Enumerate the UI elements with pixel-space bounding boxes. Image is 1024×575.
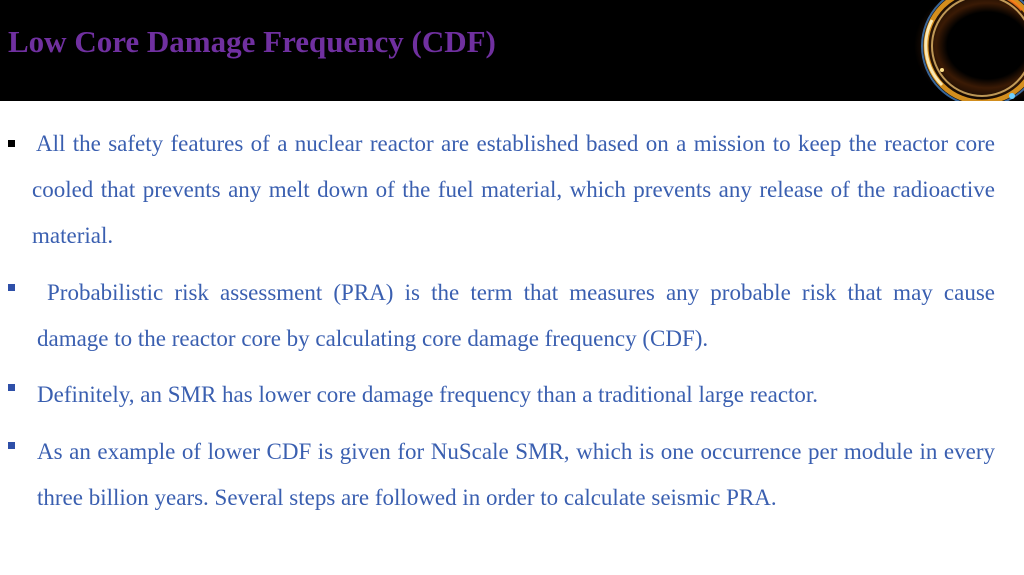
bullet-text: Definitely, an SMR has lower core damage frequency than a traditional large reactor. — [37, 382, 819, 407]
bullet-text: Probabilistic risk assessment (PRA) is the term that measures any probable risk that may cause damage to the reactor core by calculating core damage frequency (CDF). — [37, 280, 995, 351]
bullet-item — [32, 121, 995, 259]
bullet-text: All the safety features of a nuclear reactor are established based on a mission to keep the reactor core cooled that prevents any melt down of the fuel material, which prevents any release of the radioactive material. — [32, 131, 995, 248]
bullet-text: As an example of lower CDF is given for NuScale SMR, which is one occurrence per module in every three billion years. Several steps are followed in order to calculate seismic PRA. — [37, 439, 995, 510]
square-bullet-icon — [8, 384, 15, 391]
bullet-item — [37, 270, 995, 362]
bullet-item — [37, 429, 995, 521]
square-bullet-icon — [8, 140, 15, 147]
glowing-ring-graphic — [902, 0, 1024, 101]
square-bullet-icon — [8, 442, 15, 449]
square-bullet-icon — [8, 284, 15, 291]
slide-title: Low Core Damage Frequency (CDF) — [8, 24, 496, 59]
slide-header — [0, 0, 1024, 101]
bullet-item — [37, 372, 995, 418]
